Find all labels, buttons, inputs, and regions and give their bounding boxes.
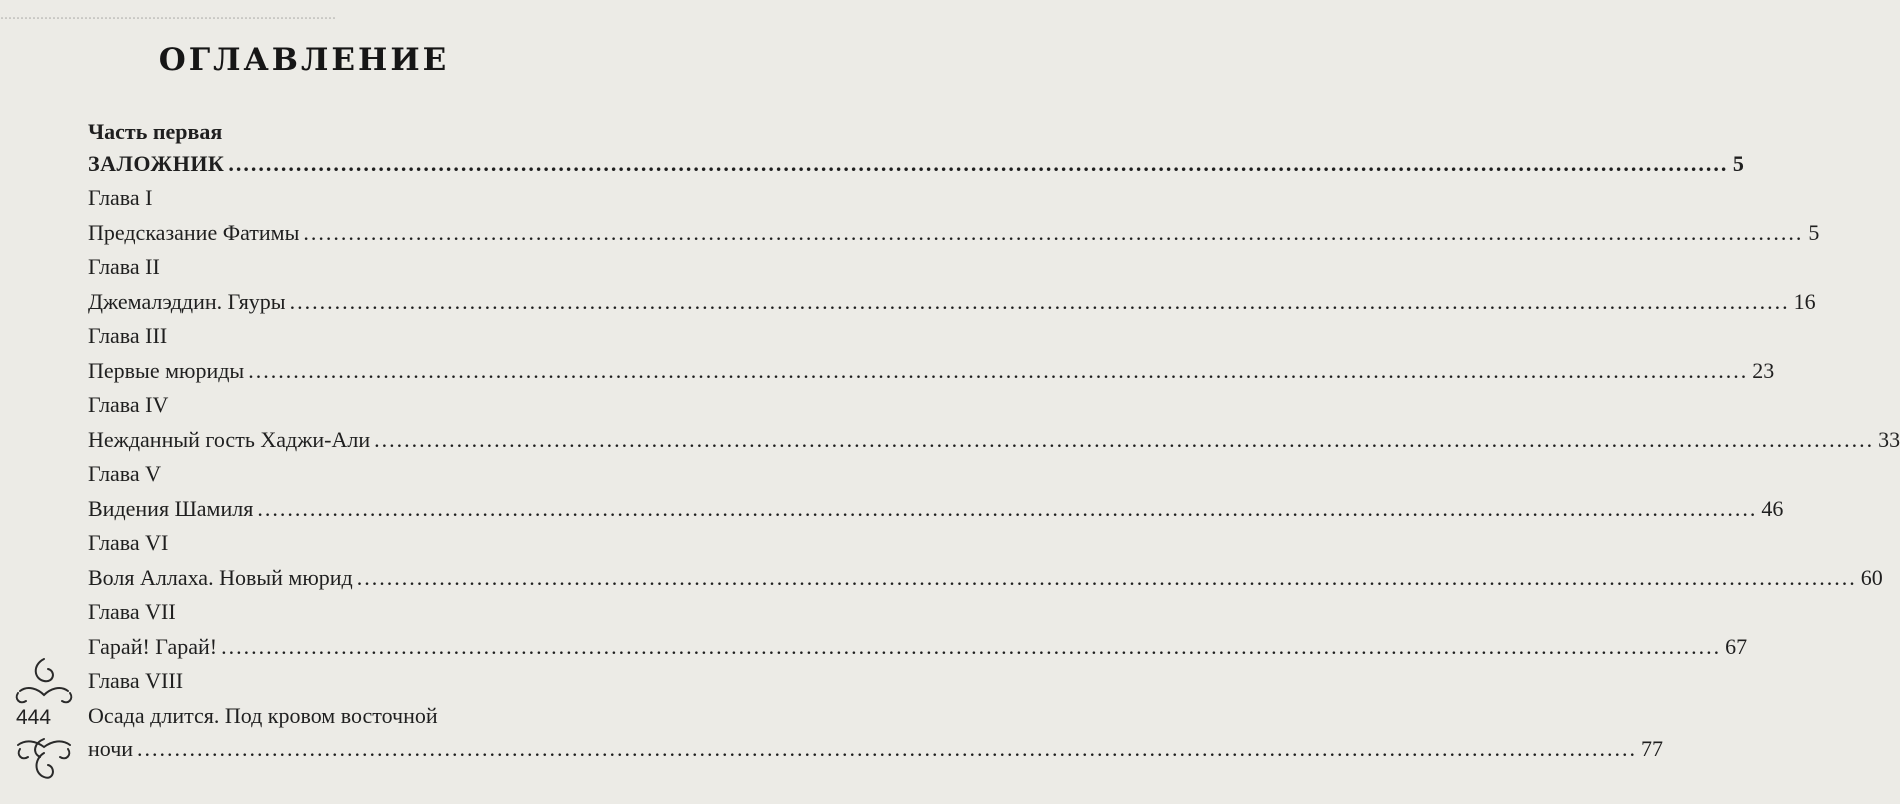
toc-entry (88, 423, 1900, 456)
toc-entry (88, 630, 1748, 663)
toc-entry-page: 46 (1761, 496, 1784, 521)
toc-entry-title: ночи (88, 736, 134, 761)
toc-entry-page: 5 (1808, 220, 1820, 245)
toc-entry-title: Видения Шамиля (88, 496, 254, 521)
dot-leader: ........................................................................................................................................................................................................ (137, 736, 1638, 761)
toc-entry-page: 23 (1752, 358, 1775, 383)
toc-entries (88, 147, 1900, 765)
dot-leader: ........................................................................................................................................................................................................ (303, 220, 1804, 245)
page-title: ОГЛАВЛЕНИЕ (158, 42, 450, 78)
chapter-heading: Глава III (88, 323, 168, 348)
table-of-contents (88, 117, 1900, 765)
toc-entry-title: Предсказание Фатимы (88, 220, 300, 245)
toc-entry-title: ЗАЛОЖНИК (88, 151, 225, 176)
toc-entry-title: Джемалэддин. Гяуры (88, 289, 286, 314)
toc-entry (88, 285, 1816, 318)
chapter-heading: Глава IV (88, 392, 169, 417)
toc-entry (88, 354, 1775, 387)
bleed-through: .................................................................................... (0, 6, 336, 23)
chapter-heading: Глава V (88, 461, 162, 486)
toc-entry-first-line: Осада длится. Под кровом восточной (88, 703, 438, 728)
dot-leader: ........................................................................................................................................................................................................ (257, 496, 1758, 521)
toc-entry-title: Гарай! Гарай! (88, 634, 218, 659)
toc-entry-page: 77 (1641, 736, 1664, 761)
chapter-heading: Глава VIII (88, 668, 184, 693)
toc-entry (88, 147, 1745, 180)
toc-entry (88, 216, 1820, 249)
toc-entry-title: Первые мюриды (88, 358, 245, 383)
toc-entry-title: Воля Аллаха. Новый мюрид (88, 565, 353, 590)
dot-leader: ........................................................................................................................................................................................................ (221, 634, 1722, 659)
toc-entry (88, 561, 1883, 594)
toc-entry-title: Нежданный гость Хаджи-Али (88, 427, 371, 452)
part-heading: Часть первая (88, 119, 223, 144)
chapter-heading: Глава I (88, 185, 153, 210)
toc-entry (88, 732, 1664, 765)
chapter-heading: Глава VI (88, 530, 169, 555)
chapter-heading: Глава II (88, 254, 160, 279)
dot-leader: ........................................................................................................................................................................................................ (248, 358, 1749, 383)
chapter-heading: Глава VII (88, 599, 176, 624)
dot-leader: ........................................................................................................................................................................................................ (356, 565, 1857, 590)
toc-entry (88, 492, 1784, 525)
toc-entry-page: 33 (1878, 427, 1900, 452)
dot-leader: ........................................................................................................................................................................................................ (289, 289, 1790, 314)
toc-entry-page: 67 (1725, 634, 1748, 659)
toc-entry-page: 5 (1732, 151, 1745, 176)
toc-entry-page: 16 (1793, 289, 1816, 314)
toc-entry-page: 60 (1860, 565, 1883, 590)
dot-leader: ........................................................................................................................................................................................................ (374, 427, 1875, 452)
dot-leader: ........................................................................................................................................................................................................ (228, 151, 1729, 176)
page-number: 444 (16, 706, 52, 729)
